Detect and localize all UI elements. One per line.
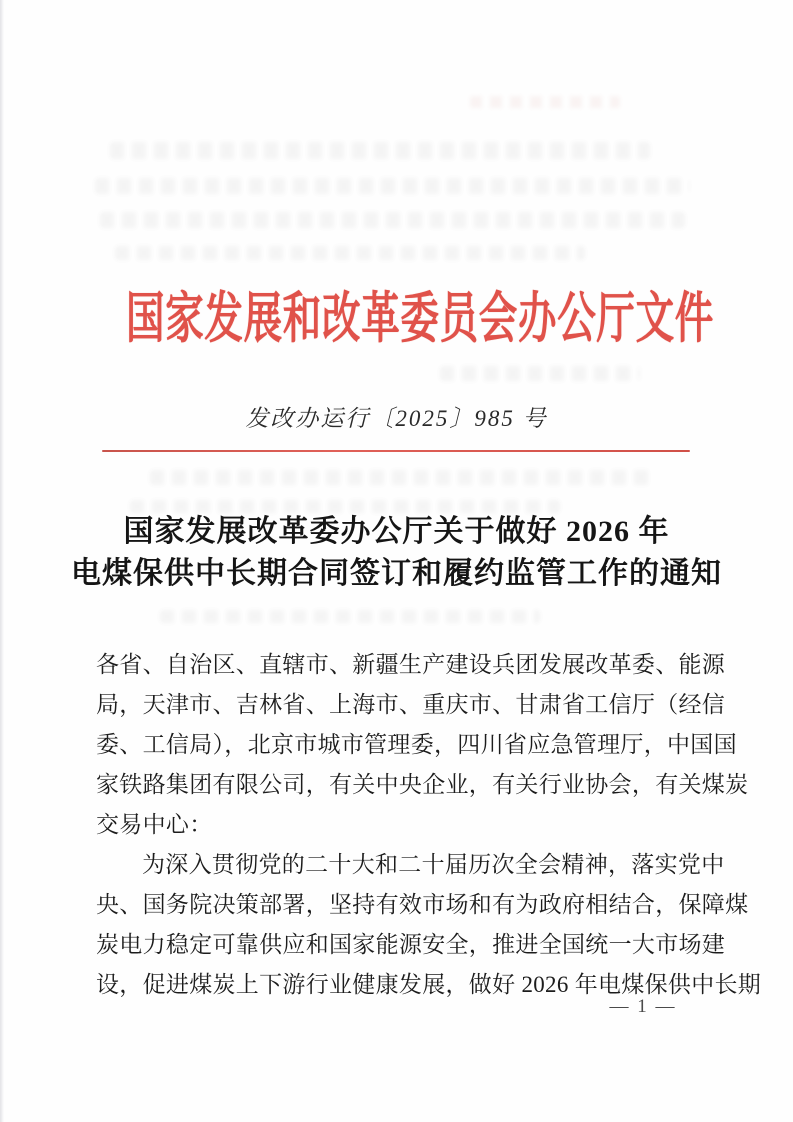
bleedthrough-artifact: [110, 142, 650, 159]
bleedthrough-artifact: [440, 366, 640, 381]
paragraph-line: 炭电力稳定可靠供应和国家能源安全，推进全国统一大市场建: [96, 932, 726, 957]
bleedthrough-artifact: [160, 610, 540, 623]
bleedthrough-artifact: [115, 246, 585, 260]
page-number: — 1 —: [609, 996, 677, 1017]
bleedthrough-artifact: [100, 212, 685, 228]
recipients-line: 各省、自治区、直辖市、新疆生产建设兵团发展改革委、能源: [96, 652, 726, 677]
document-body: [96, 645, 762, 1005]
recipients-line: 委、工信局），北京市城市管理委，四川省应急管理厅，中国国: [96, 732, 737, 757]
paragraph-line: 为深入贯彻党的二十大和二十届历次全会精神，落实党中: [142, 852, 725, 877]
document-header-banner: [0, 274, 793, 353]
bleedthrough-artifact: [150, 470, 650, 485]
document-title-line-1: 国家发展改革委办公厅关于做好 2026 年: [123, 515, 670, 548]
agency-banner-title: 国家发展和改革委员会办公厅文件: [126, 288, 715, 349]
scan-edge-artifact: [0, 0, 4, 1122]
paragraph-line: 央、国务院决策部署，坚持有效市场和有为政府相结合，保障煤: [96, 892, 749, 917]
paragraph-line: 设，促进煤炭上下游行业健康发展，做好 2026 年电煤保供中长期: [96, 972, 762, 997]
recipients-line: 家铁路集团有限公司，有关中央企业，有关行业协会，有关煤炭: [96, 772, 749, 797]
bleedthrough-artifact: [470, 96, 620, 108]
document-title-line-2: 电煤保供中长期合同签订和履约监管工作的通知: [71, 557, 722, 590]
bleedthrough-artifact: [95, 178, 690, 194]
document-reference-number: 发改办运行〔2025〕985 号: [245, 406, 548, 431]
document-title: [60, 511, 733, 595]
recipients-line: 局，天津市、吉林省、上海市、重庆市、甘肃省工信厅（经信: [96, 692, 726, 717]
red-divider-rule: [102, 450, 690, 452]
recipients-line: 交易中心：: [96, 812, 213, 837]
